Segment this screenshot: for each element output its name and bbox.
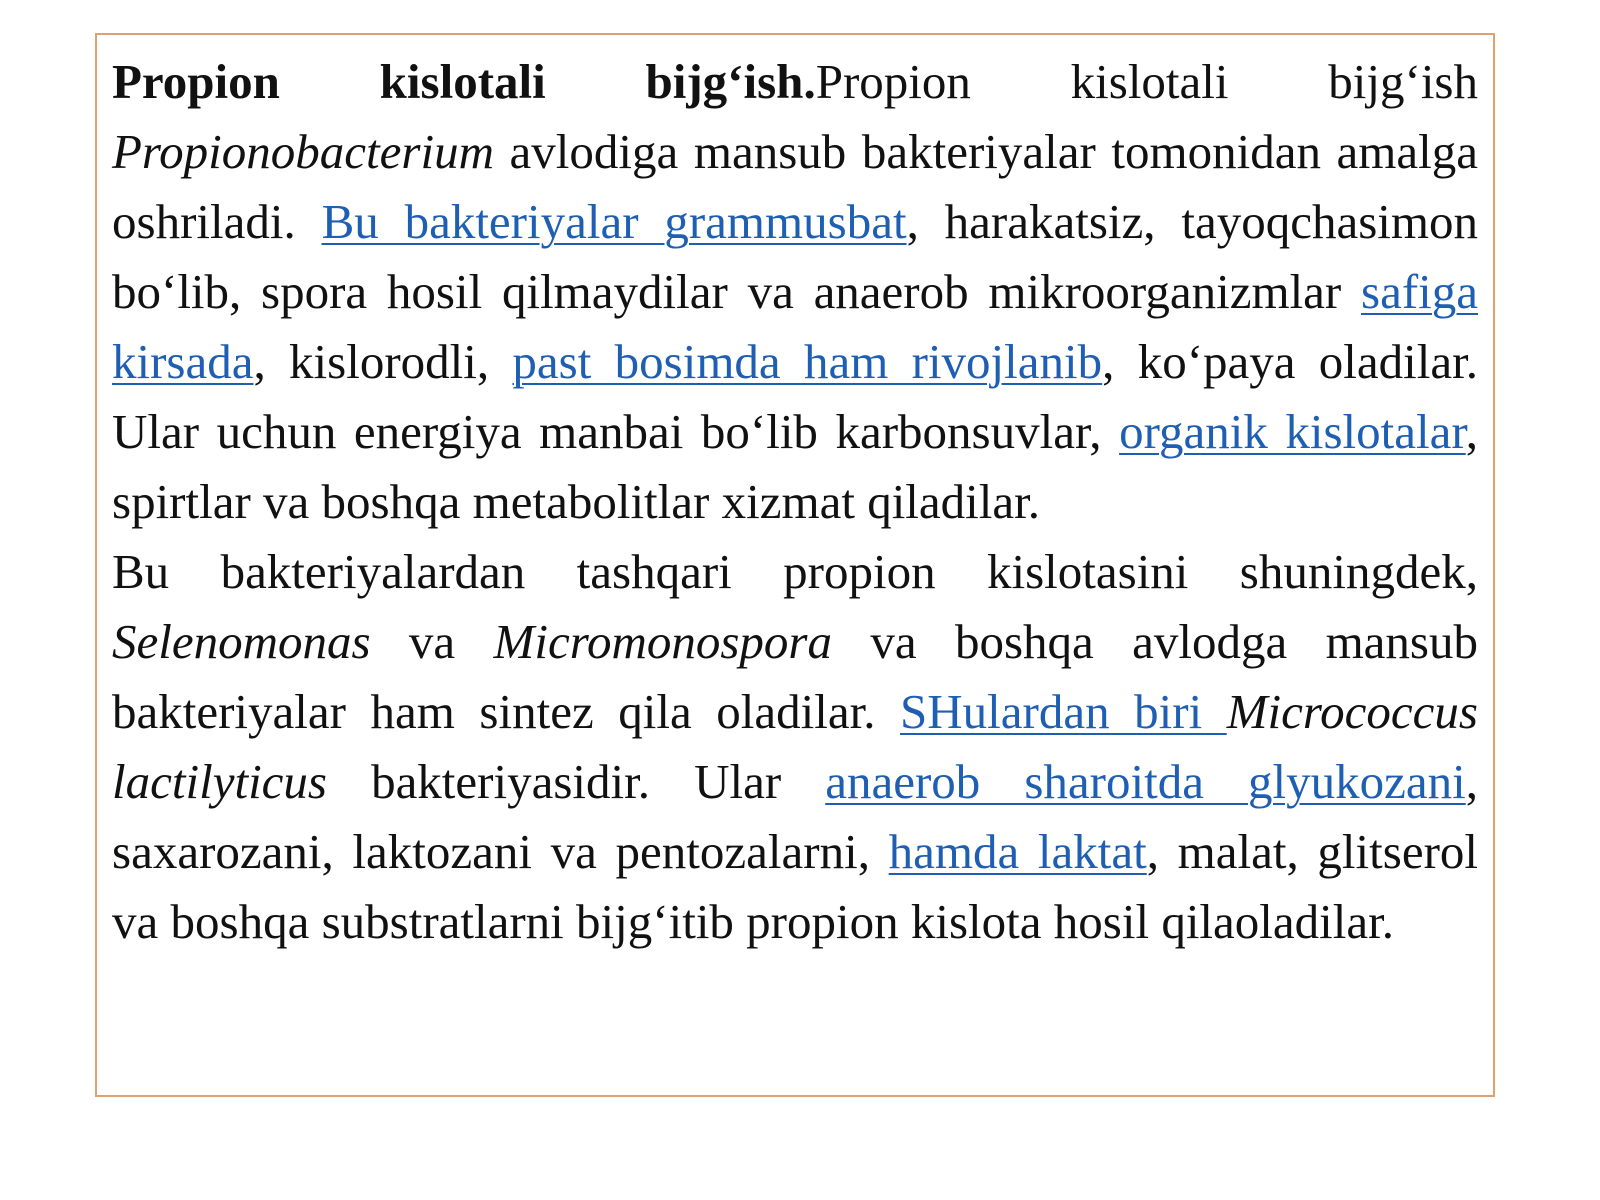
text-run: , ko‘paya oladilar. Ular uchun energiya manbai bo‘lib karbonsuvlar,: [112, 334, 1478, 459]
link-hamda-laktat[interactable]: hamda laktat: [888, 824, 1147, 879]
paragraph-propionic-fermentation: [112, 47, 1478, 537]
link-safiga-kirsada[interactable]: safiga kirsada: [112, 264, 1478, 389]
text-run: Bu bakteriyalardan tashqari propion kislotasini shuningdek,: [112, 544, 1478, 599]
link-grammusbat[interactable]: Bu bakteriyalar grammusbat: [321, 194, 907, 249]
text-run: va: [370, 614, 494, 669]
link-organik-kislotalar[interactable]: organik kislotalar: [1119, 404, 1466, 459]
paragraph-other-bacteria: [112, 537, 1478, 957]
genus-name: Micromonospora: [493, 614, 832, 669]
text-run: , spirtlar va boshqa metabolitlar xizmat qiladilar.: [112, 404, 1478, 529]
text-run: , saxarozani, laktozani va pentozalarni,: [112, 754, 1478, 879]
genus-name: Selenomonas: [112, 614, 371, 669]
text-run: bakteriyasidir. Ular: [327, 754, 826, 809]
link-anaerob-sharoitda[interactable]: anaerob sharoitda glyukozani: [825, 754, 1466, 809]
text-run: , kislorodli,: [253, 334, 513, 389]
text-box: [95, 33, 1495, 1097]
link-shulardan-biri[interactable]: SHulardan biri: [900, 684, 1227, 739]
text-run: , harakatsiz, tayoqchasimon bo‘lib, spora hosil qilmaydilar va anaerob mikroorganizmlar: [112, 194, 1479, 319]
species-name: Micrococcus lactilyticus: [112, 684, 1478, 809]
paragraph-heading: Propion kislotali bijg‘ish.: [112, 54, 816, 109]
text-run: Propion kislotali bijg‘ish: [815, 54, 1478, 109]
genus-name: Propionobacterium: [112, 124, 494, 179]
text-run: va boshqa avlodga mansub bakteriyalar ham sintez qila oladilar.: [112, 614, 1479, 739]
text-run: , malat, glitserol va boshqa substratlarni bijg‘itib propion kislota hosil qilaoladilar.: [112, 824, 1479, 949]
text-run: avlodiga mansub bakteriyalar tomonidan amalga oshriladi.: [112, 124, 1478, 249]
link-past-bosimda[interactable]: past bosimda ham rivojlanib: [512, 334, 1103, 389]
